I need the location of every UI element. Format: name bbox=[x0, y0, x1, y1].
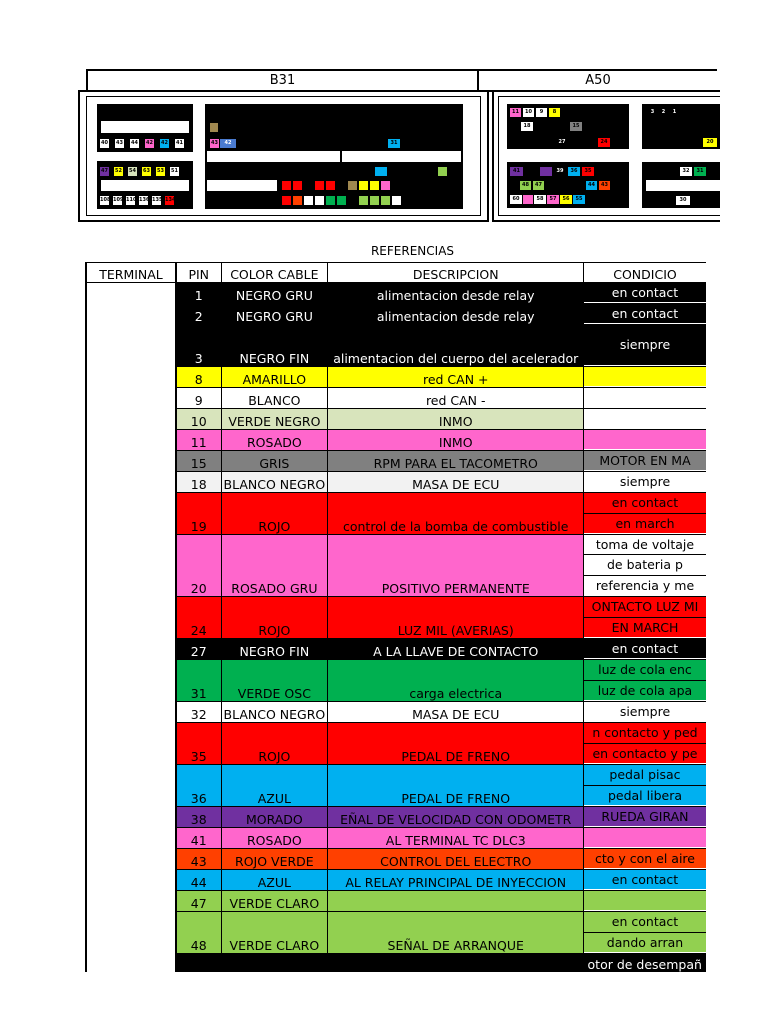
terminal-cell bbox=[86, 409, 176, 430]
header-terminal: TERMINAL bbox=[86, 263, 176, 283]
description-cell: CONTROL DEL ELECTRO bbox=[328, 849, 584, 870]
color-cell: BLANCO NEGRO bbox=[221, 702, 328, 723]
table-row bbox=[86, 870, 706, 891]
terminal-cell bbox=[86, 493, 176, 535]
color-cell: NEGRO GRU bbox=[221, 283, 328, 304]
condition-text bbox=[584, 367, 706, 386]
terminal-cell bbox=[86, 723, 176, 765]
condition-text: de bateria p bbox=[584, 555, 706, 575]
b31-label: B31 bbox=[269, 73, 296, 88]
condition-cell bbox=[584, 283, 706, 304]
terminal-cell bbox=[86, 639, 176, 660]
color-cell: VERDE CLARO bbox=[221, 912, 328, 954]
description-cell: SEÑAL DE ARRANQUE bbox=[328, 912, 584, 954]
condition-text: en contact bbox=[584, 912, 706, 933]
pin-cell: 2 bbox=[176, 304, 221, 325]
terminal-cell bbox=[86, 472, 176, 493]
description-cell: RPM PARA EL TACOMETRO bbox=[328, 451, 584, 472]
table-row bbox=[86, 807, 706, 828]
pin-cell: 35 bbox=[176, 723, 221, 765]
condition-text: toma de voltaje bbox=[584, 535, 706, 555]
description-cell: alimentacion del cuerpo del acelerador bbox=[328, 325, 584, 367]
description-cell: red CAN + bbox=[328, 367, 584, 388]
table-row bbox=[86, 367, 706, 388]
terminal-cell bbox=[86, 870, 176, 891]
condition-text: EN MARCH bbox=[584, 618, 706, 638]
table-row bbox=[86, 723, 706, 765]
table-row bbox=[86, 325, 706, 367]
condition-cell bbox=[584, 807, 706, 828]
table-row bbox=[86, 493, 706, 535]
terminal-cell bbox=[86, 807, 176, 828]
condition-text: ONTACTO LUZ MI bbox=[584, 597, 706, 618]
table-row bbox=[86, 828, 706, 849]
terminal-cell bbox=[86, 828, 176, 849]
terminal-cell bbox=[86, 891, 176, 912]
pin-cell: 31 bbox=[176, 660, 221, 702]
header-color: COLOR CABLE bbox=[221, 263, 328, 283]
table-row bbox=[86, 702, 706, 723]
condition-cell bbox=[584, 723, 706, 765]
table-row bbox=[86, 430, 706, 451]
pin-cell: 48 bbox=[176, 912, 221, 954]
condition-cell bbox=[584, 367, 706, 388]
condition-text: en contact bbox=[584, 304, 706, 323]
b31-header bbox=[86, 69, 479, 92]
pin-cell: 15 bbox=[176, 451, 221, 472]
description-cell: alimentacion desde relay bbox=[328, 283, 584, 304]
references-table bbox=[85, 262, 706, 972]
condition-text bbox=[584, 828, 706, 847]
b31-main-color-pins bbox=[282, 181, 390, 190]
terminal-cell bbox=[86, 325, 176, 367]
description-cell: PEDAL DE FRENO bbox=[328, 765, 584, 807]
terminal-cell bbox=[86, 702, 176, 723]
condition-cell bbox=[584, 891, 706, 912]
color-cell: ROJO bbox=[221, 493, 328, 535]
color-cell: VERDE NEGRO bbox=[221, 409, 328, 430]
condition-text: en contact bbox=[584, 639, 706, 658]
condition-text: cto y con el aire bbox=[584, 849, 706, 868]
a50-label: A50 bbox=[585, 73, 611, 88]
terminal-cell bbox=[86, 430, 176, 451]
pin-cell: 43 bbox=[176, 849, 221, 870]
color-cell: ROSADO bbox=[221, 430, 328, 451]
table-row bbox=[86, 891, 706, 912]
terminal-cell bbox=[86, 912, 176, 954]
pin-cell: 1 bbox=[176, 283, 221, 304]
condition-cell bbox=[584, 870, 706, 891]
description-cell: alimentacion desde relay bbox=[328, 304, 584, 325]
condition-cell bbox=[584, 639, 706, 660]
last-condition: otor de desempañ bbox=[584, 954, 706, 973]
color-cell: NEGRO FIN bbox=[221, 325, 328, 367]
condition-text: luz de cola apa bbox=[584, 681, 706, 701]
condition-text: referencia y me bbox=[584, 576, 706, 595]
table-row bbox=[86, 283, 706, 304]
color-cell: ROSADO bbox=[221, 828, 328, 849]
pin-cell: 44 bbox=[176, 870, 221, 891]
pin-cell: 19 bbox=[176, 493, 221, 535]
table-row bbox=[86, 472, 706, 493]
condition-cell bbox=[584, 493, 706, 535]
condition-text: pedal pisac bbox=[584, 765, 706, 786]
a50-header bbox=[477, 69, 717, 92]
pin-cell: 20 bbox=[176, 535, 221, 597]
description-cell bbox=[328, 891, 584, 912]
pin-cell: 47 bbox=[176, 891, 221, 912]
condition-cell bbox=[584, 828, 706, 849]
header-desc: DESCRIPCION bbox=[328, 263, 584, 283]
description-cell: carga electrica bbox=[328, 660, 584, 702]
pin-cell: 18 bbox=[176, 472, 221, 493]
condition-text: siempre bbox=[584, 325, 706, 365]
condition-cell bbox=[584, 388, 706, 409]
color-cell: ROSADO GRU bbox=[221, 535, 328, 597]
header-pin: PIN bbox=[176, 263, 221, 283]
table-row bbox=[86, 765, 706, 807]
table-row bbox=[86, 535, 706, 597]
condition-text: en contact bbox=[584, 283, 706, 302]
terminal-cell bbox=[86, 535, 176, 597]
b31-bottom-pins bbox=[282, 196, 401, 205]
description-cell: PEDAL DE FRENO bbox=[328, 723, 584, 765]
referencias-title: REFERENCIAS bbox=[370, 244, 455, 258]
color-cell: AZUL bbox=[221, 765, 328, 807]
terminal-cell bbox=[86, 451, 176, 472]
color-cell: VERDE OSC bbox=[221, 660, 328, 702]
condition-text: n contacto y ped bbox=[584, 723, 706, 744]
condition-text: luz de cola enc bbox=[584, 660, 706, 681]
terminal-cell bbox=[86, 388, 176, 409]
color-cell: BLANCO NEGRO bbox=[221, 472, 328, 493]
condition-text: en contacto y pe bbox=[584, 744, 706, 764]
condition-text: en march bbox=[584, 514, 706, 534]
table-row-last bbox=[86, 954, 706, 973]
pin-cell: 8 bbox=[176, 367, 221, 388]
description-cell: control de la bomba de combustible bbox=[328, 493, 584, 535]
table-row bbox=[86, 597, 706, 639]
pin-cell: 41 bbox=[176, 828, 221, 849]
condition-text bbox=[584, 430, 706, 449]
condition-text: dando arran bbox=[584, 933, 706, 953]
description-cell: EÑAL DE VELOCIDAD CON ODOMETR bbox=[328, 807, 584, 828]
condition-text bbox=[584, 891, 706, 910]
color-cell: ROJO VERDE bbox=[221, 849, 328, 870]
description-cell: AL RELAY PRINCIPAL DE INYECCION bbox=[328, 870, 584, 891]
b31-top-pins: 40 43 44 42 42 41 bbox=[101, 140, 183, 146]
terminal-cell bbox=[86, 597, 176, 639]
table-row bbox=[86, 451, 706, 472]
table-row bbox=[86, 849, 706, 870]
pin-cell: 10 bbox=[176, 409, 221, 430]
pin-cell: 38 bbox=[176, 807, 221, 828]
terminal-cell bbox=[86, 304, 176, 325]
condition-text bbox=[584, 409, 706, 428]
b31-bottom-left-pins-2: 108 109 110 136 135 134 bbox=[100, 197, 176, 203]
terminal-cell bbox=[86, 849, 176, 870]
condition-cell bbox=[584, 535, 706, 597]
condition-text: pedal libera bbox=[584, 786, 706, 806]
description-cell: INMO bbox=[328, 430, 584, 451]
condition-text: en contact bbox=[584, 493, 706, 514]
b31-bottom-left-pins: 47 52 54 63 53 51 bbox=[101, 168, 178, 174]
condition-text bbox=[584, 388, 706, 407]
color-cell: BLANCO bbox=[221, 388, 328, 409]
condition-cell bbox=[584, 765, 706, 807]
color-cell: VERDE CLARO bbox=[221, 891, 328, 912]
table-row bbox=[86, 912, 706, 954]
condition-cell bbox=[584, 472, 706, 493]
pin-cell: 32 bbox=[176, 702, 221, 723]
condition-cell bbox=[584, 409, 706, 430]
table-row bbox=[86, 660, 706, 702]
table-row bbox=[86, 304, 706, 325]
description-cell: MASA DE ECU bbox=[328, 472, 584, 493]
condition-text: siempre bbox=[584, 472, 706, 491]
pin-cell: 9 bbox=[176, 388, 221, 409]
description-cell: AL TERMINAL TC DLC3 bbox=[328, 828, 584, 849]
description-cell: LUZ MIL (AVERIAS) bbox=[328, 597, 584, 639]
table-row bbox=[86, 639, 706, 660]
description-cell: A LA LLAVE DE CONTACTO bbox=[328, 639, 584, 660]
condition-cell bbox=[584, 702, 706, 723]
pin-cell: 36 bbox=[176, 765, 221, 807]
condition-cell bbox=[584, 912, 706, 954]
condition-text: RUEDA GIRAN bbox=[584, 807, 706, 826]
color-cell: GRIS bbox=[221, 451, 328, 472]
condition-cell bbox=[584, 849, 706, 870]
condition-cell bbox=[584, 430, 706, 451]
description-cell: MASA DE ECU bbox=[328, 702, 584, 723]
description-cell: INMO bbox=[328, 409, 584, 430]
header-cond: CONDICIO bbox=[584, 263, 706, 283]
condition-text: MOTOR EN MA bbox=[584, 451, 706, 470]
terminal-cell bbox=[86, 765, 176, 807]
pin-cell: 3 bbox=[176, 325, 221, 367]
pin-cell: 27 bbox=[176, 639, 221, 660]
color-cell: ROJO bbox=[221, 723, 328, 765]
color-cell: NEGRO FIN bbox=[221, 639, 328, 660]
condition-text: en contact bbox=[584, 870, 706, 889]
condition-cell bbox=[584, 451, 706, 472]
color-cell: AZUL bbox=[221, 870, 328, 891]
condition-text: siempre bbox=[584, 702, 706, 721]
table-row bbox=[86, 388, 706, 409]
description-cell: red CAN - bbox=[328, 388, 584, 409]
table-row bbox=[86, 409, 706, 430]
pin-cell: 11 bbox=[176, 430, 221, 451]
condition-cell bbox=[584, 597, 706, 639]
color-cell: ROJO bbox=[221, 597, 328, 639]
color-cell: AMARILLO bbox=[221, 367, 328, 388]
color-cell: MORADO bbox=[221, 807, 328, 828]
condition-cell bbox=[584, 304, 706, 325]
terminal-cell bbox=[86, 660, 176, 702]
description-cell: POSITIVO PERMANENTE bbox=[328, 535, 584, 597]
condition-cell bbox=[584, 660, 706, 702]
color-cell: NEGRO GRU bbox=[221, 304, 328, 325]
terminal-cell bbox=[86, 367, 176, 388]
condition-cell bbox=[584, 325, 706, 367]
pin-cell: 24 bbox=[176, 597, 221, 639]
terminal-cell bbox=[86, 283, 176, 304]
table-header-row bbox=[86, 263, 706, 283]
